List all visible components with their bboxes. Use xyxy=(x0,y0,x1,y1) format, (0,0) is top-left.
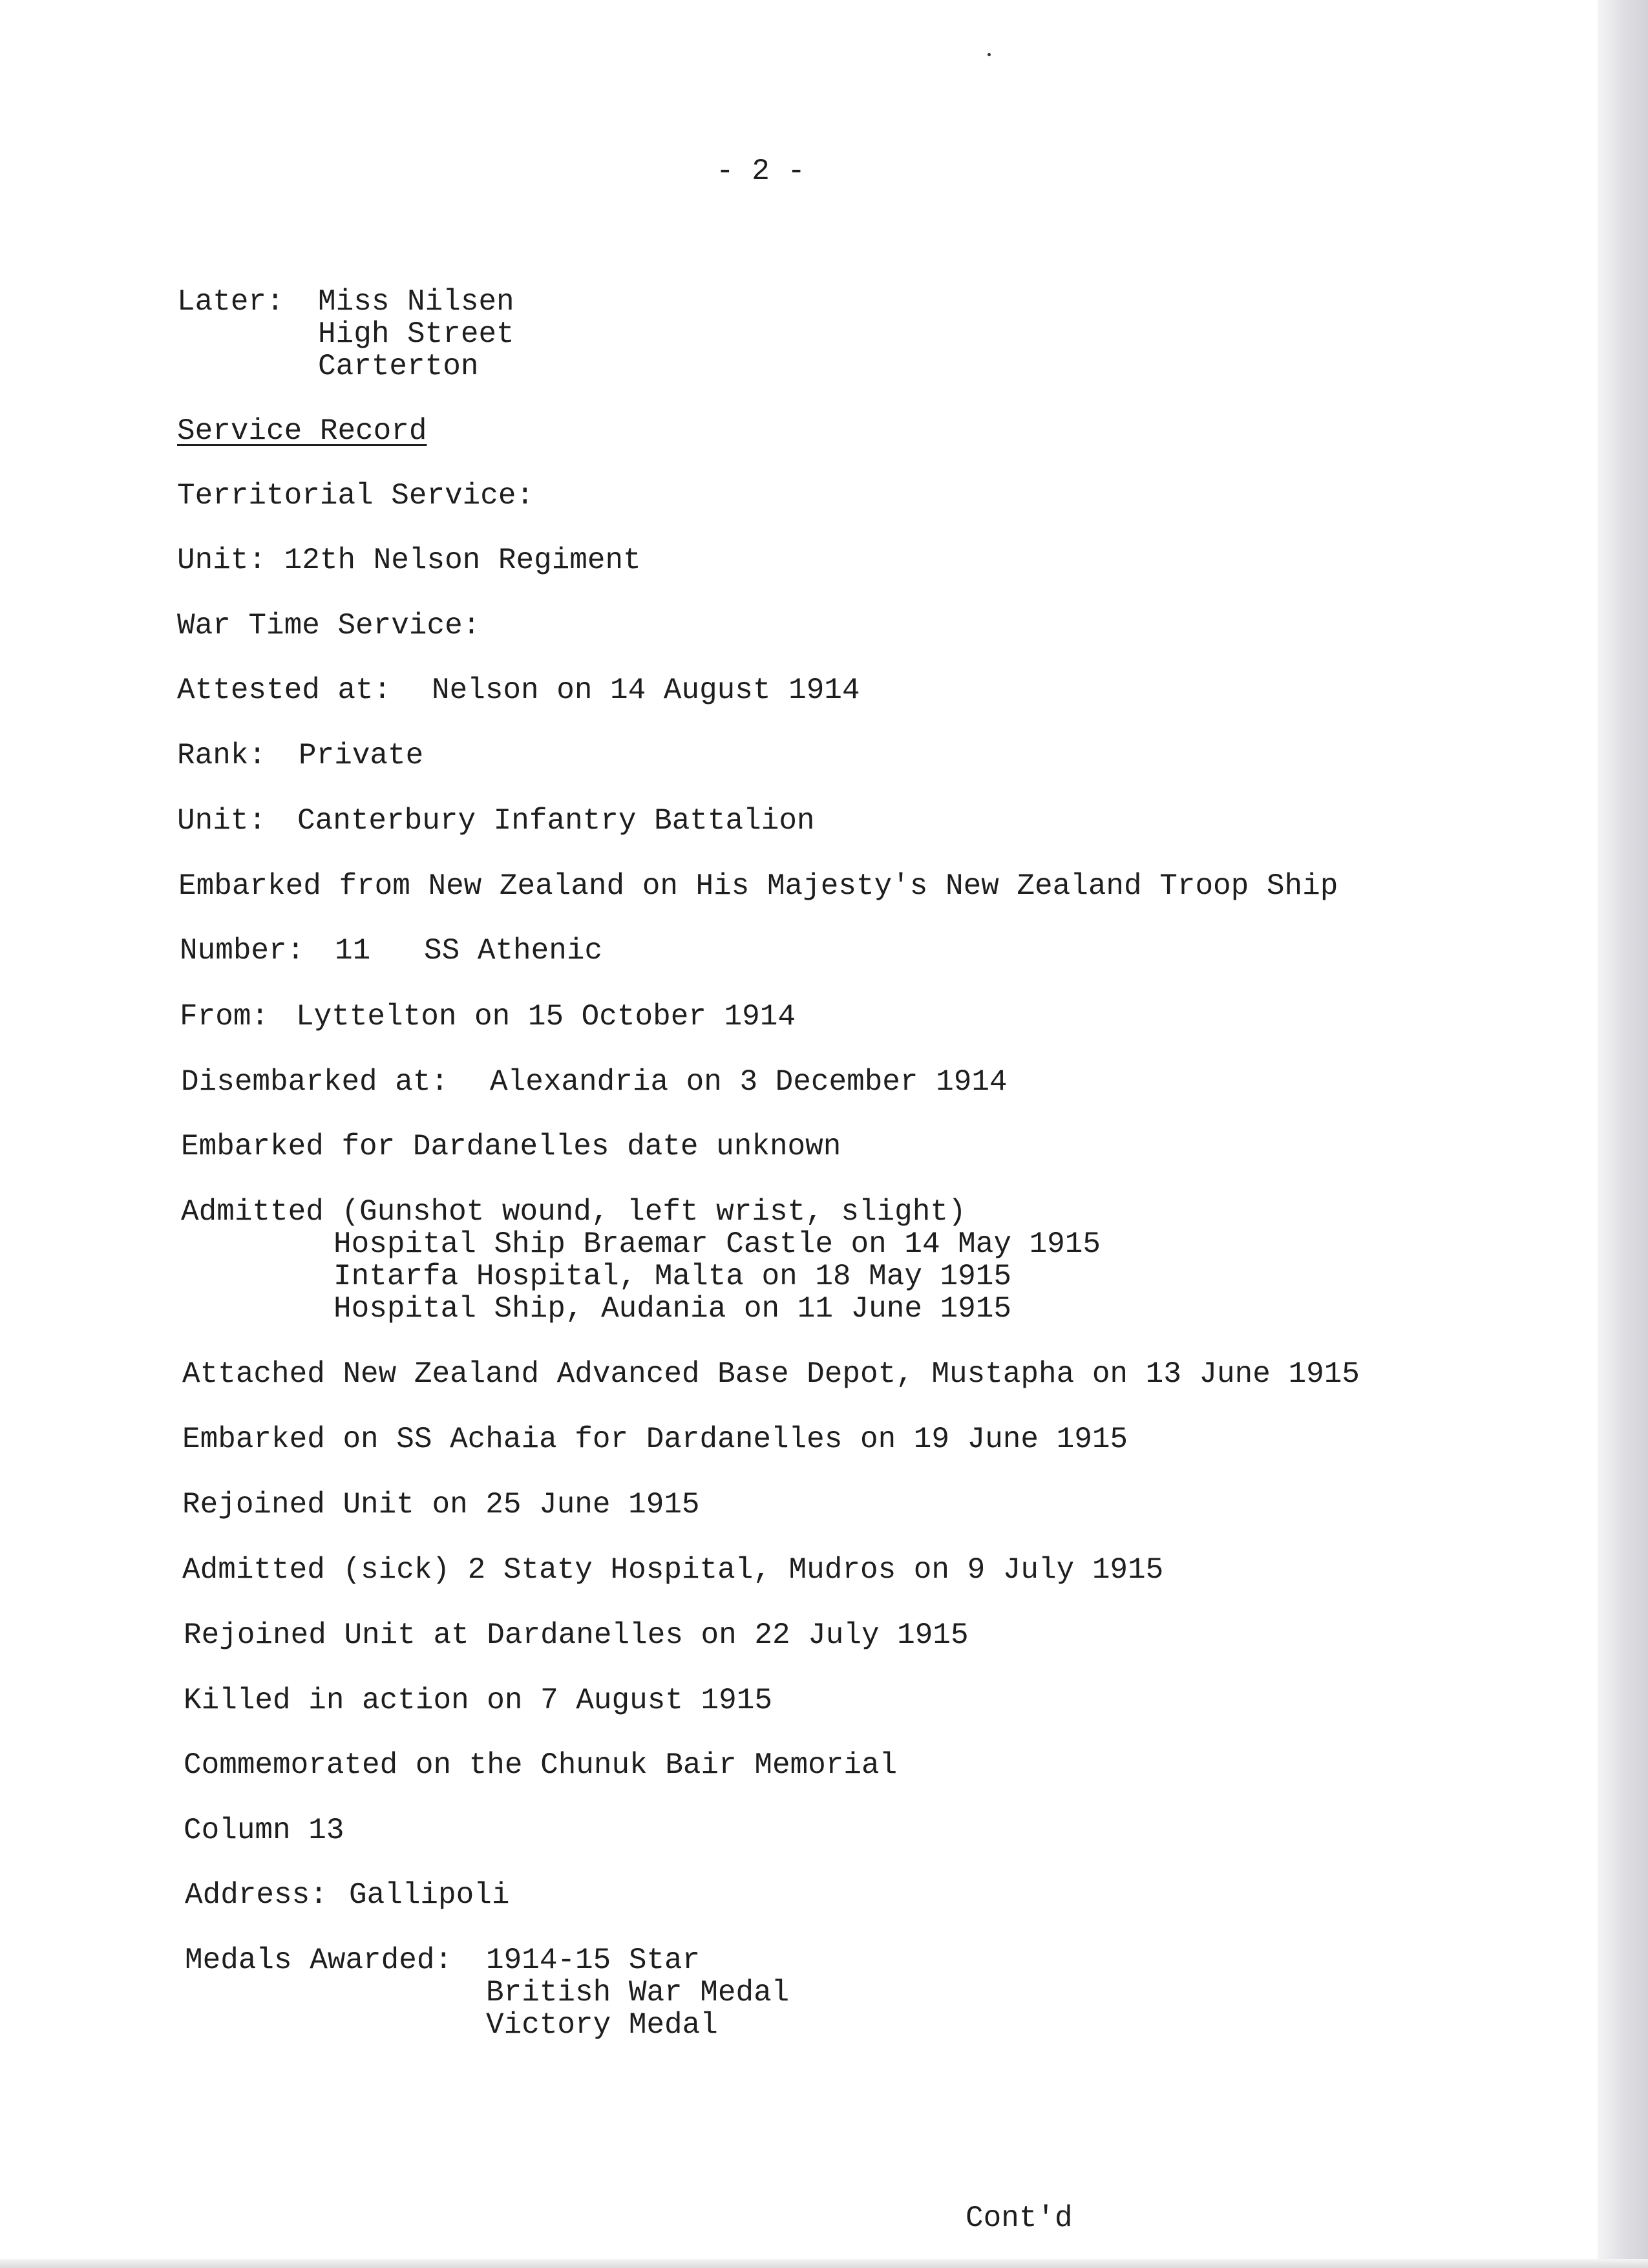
embarked-achaia-line: Embarked on SS Achaia for Dardanelles on 19 June 1915 xyxy=(182,1423,1128,1456)
number-label: Number: xyxy=(180,934,305,968)
disembarked-label: Disembarked at: xyxy=(181,1065,449,1099)
rejoined-unit-line: Rejoined Unit on 25 June 1915 xyxy=(182,1488,700,1521)
later-label: Later: xyxy=(177,285,284,319)
medal-item: British War Medal xyxy=(486,1976,790,2009)
admitted-wound-line: Admitted (Gunshot wound, left wrist, slight) xyxy=(181,1195,966,1229)
unit-label: Unit: xyxy=(177,804,267,838)
from-label: From: xyxy=(180,1000,269,1033)
scan-speck xyxy=(988,53,991,56)
disembarked-value: Alexandria on 3 December 1914 xyxy=(490,1065,1008,1099)
later-address-line: High Street xyxy=(318,317,514,351)
later-address-line: Miss Nilsen xyxy=(318,285,514,319)
address-label: Address: xyxy=(185,1878,328,1912)
service-record-heading: Service Record xyxy=(177,414,427,448)
from-value: Lyttelton on 15 October 1914 xyxy=(296,1000,796,1033)
rejoined-dardanelles-line: Rejoined Unit at Dardanelles on 22 July 1915 xyxy=(184,1618,969,1652)
admitted-sick-line: Admitted (sick) 2 Staty Hospital, Mudros on 9 July 1915 xyxy=(182,1553,1164,1587)
scan-edge-shadow xyxy=(1598,0,1648,2268)
medal-item: Victory Medal xyxy=(486,2008,718,2042)
rank-value: Private xyxy=(299,739,424,772)
scan-bottom-shadow xyxy=(0,2259,1648,2268)
column-line: Column 13 xyxy=(184,1814,344,1847)
continued-marker: Cont'd xyxy=(966,2201,1073,2235)
embarked-from-line: Embarked from New Zealand on His Majesty's New Zealand Troop Ship xyxy=(178,869,1338,903)
killed-in-action-line: Killed in action on 7 August 1915 xyxy=(184,1684,772,1717)
war-time-service-heading: War Time Service: xyxy=(177,609,481,642)
embarked-dardanelles-line: Embarked for Dardanelles date unknown xyxy=(181,1130,841,1163)
unit-value: Canterbury Infantry Battalion xyxy=(297,804,815,838)
number-value: 11 SS Athenic xyxy=(335,934,603,968)
territorial-unit: Unit: 12th Nelson Regiment xyxy=(177,544,641,577)
address-value: Gallipoli xyxy=(349,1878,510,1912)
admitted-hospital-line: Hospital Ship Braemar Castle on 14 May 1915 xyxy=(333,1227,1101,1261)
attested-label: Attested at: xyxy=(177,673,392,707)
later-address-line: Carterton xyxy=(318,350,479,383)
attested-value: Nelson on 14 August 1914 xyxy=(432,673,860,707)
page-number: - 2 - xyxy=(716,154,806,188)
territorial-service-heading: Territorial Service: xyxy=(177,479,534,513)
commemorated-line: Commemorated on the Chunuk Bair Memorial xyxy=(184,1748,898,1782)
rank-label: Rank: xyxy=(177,739,267,772)
admitted-hospital-line: Intarfa Hospital, Malta on 18 May 1915 xyxy=(333,1260,1011,1293)
medals-label: Medals Awarded: xyxy=(185,1944,453,1977)
attached-depot-line: Attached New Zealand Advanced Base Depot, Mustapha on 13 June 1915 xyxy=(182,1357,1360,1391)
medal-item: 1914-15 Star xyxy=(486,1944,701,1977)
admitted-hospital-line: Hospital Ship, Audania on 11 June 1915 xyxy=(333,1292,1011,1326)
